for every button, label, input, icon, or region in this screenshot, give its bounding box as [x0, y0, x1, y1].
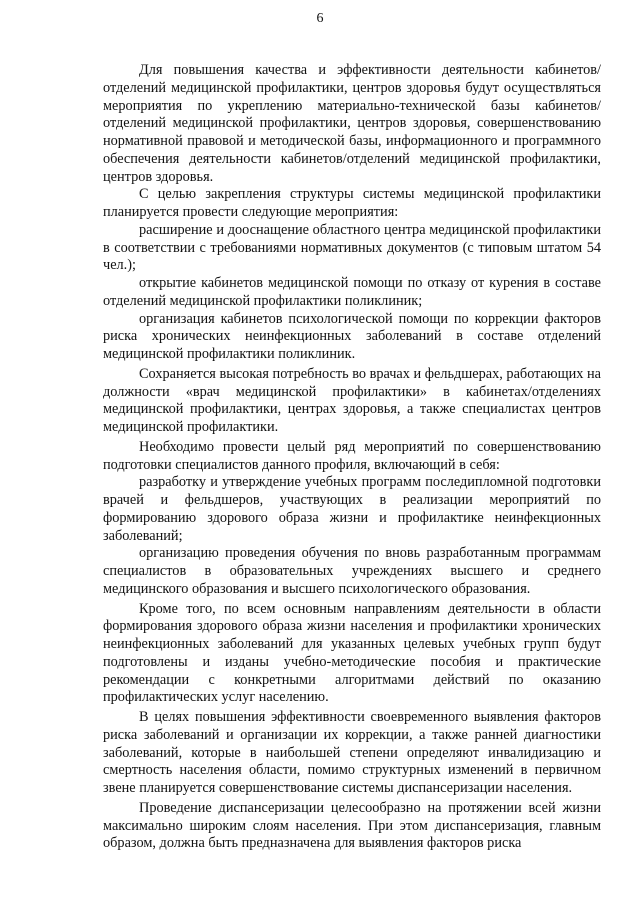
paragraph: Кроме того, по всем основным направлениям деятельности в области формирования здорового образа жизни населения и профилактики хронических неинфекционных заболеваний для указанных целевых учебных групп будут подготовлены и изданы учебно-методические пособия и практические рекомендации с конкретными алгоритмами действий по оказанию профилактических услуг населению.: [103, 600, 601, 706]
paragraph: С целью закрепления структуры системы медицинской профилактики планируется провести следующие мероприятия:: [103, 186, 601, 220]
paragraph: Проведение диспансеризации целесообразно на протяжении всей жизни максимально широким слоям населения. При этом диспансеризация, главным образом, должна быть предназначена для выявления факторов риска: [103, 799, 601, 852]
document-body: [103, 62, 601, 853]
list-item: разработку и утверждение учебных программ последипломной подготовки врачей и фельдшеров, участвующих в реализации мероприятий по формированию здорового образа жизни и профилактике неинфекционных заболеваний;: [103, 474, 601, 544]
list-item: организацию проведения обучения по вновь разработанным программам специалистов в образовательных учреждениях высшего и среднего медицинского образования и высшего психологического образования.: [103, 545, 601, 597]
list-item: открытие кабинетов медицинской помощи по отказу от курения в составе отделений медицинской профилактики поликлиник;: [103, 275, 601, 309]
paragraph: Сохраняется высокая потребность во врачах и фельдшерах, работающих на должности «врач медицинской профилактики» в кабинетах/отделениях медицинской профилактики, центрах здоровья, а также специалистах центров медицинской профилактики.: [103, 365, 601, 435]
page-number: 6: [316, 11, 324, 26]
list-item: организация кабинетов психологической помощи по коррекции факторов риска хронических неинфекционных заболеваний в составе отделений медицинской профилактики поликлиник.: [103, 310, 601, 362]
paragraph: Для повышения качества и эффективности деятельности кабинетов/отделений медицинской профилактики, центров здоровья будут осуществляться мероприятия по укреплению материально-технической базы кабинетов/отделений медицинской профилактики, центров здоровья, совершенствованию нормативной правовой и методической базы, информационного и программного обеспечения деятельности кабинетов/отделений медицинской профилактики, центров здоровья.: [103, 62, 601, 185]
paragraph: Необходимо провести целый ряд мероприятий по совершенствованию подготовки специалистов данного профиля, включающий в себя:: [103, 438, 601, 473]
list-item: расширение и дооснащение областного центра медицинской профилактики в соответствии с требованиями нормативных документов (с типовым штатом 54 чел.);: [103, 221, 601, 274]
paragraph: В целях повышения эффективности своевременного выявления факторов риска заболеваний и организации их коррекции, а также ранней диагностики заболеваний, которые в наибольшей степени определяют инвалидизацию и смертность населения области, помимо структурных изменений в первичном звене планируется совершенствование системы диспансеризации населения.: [103, 709, 601, 796]
